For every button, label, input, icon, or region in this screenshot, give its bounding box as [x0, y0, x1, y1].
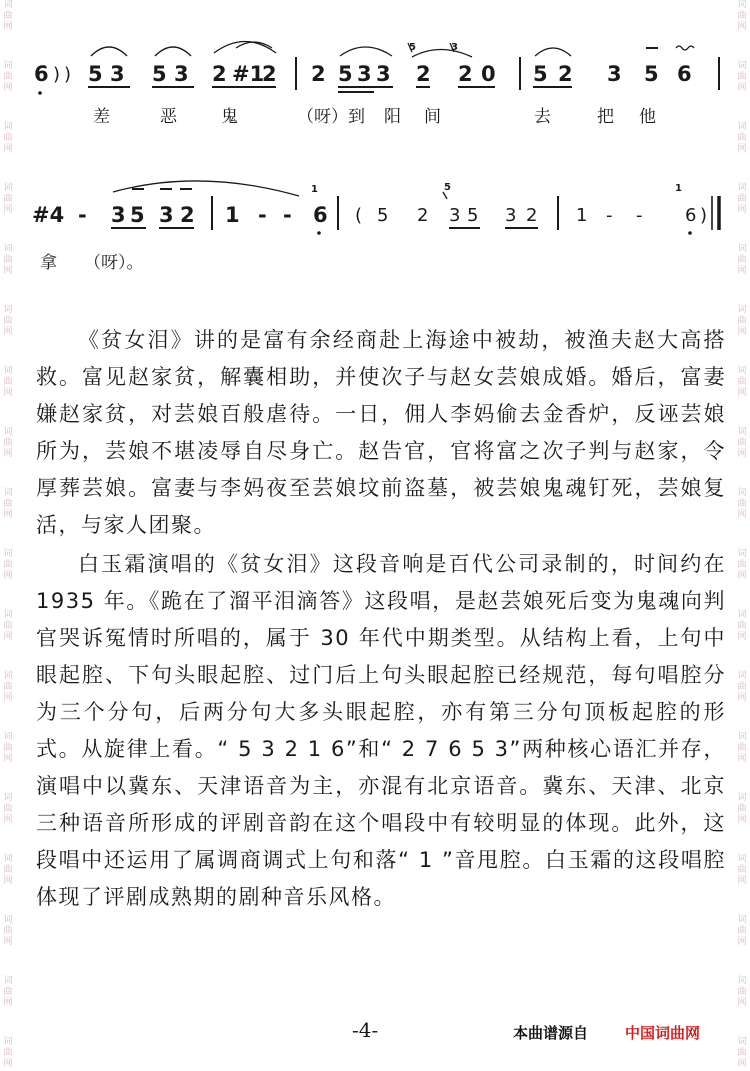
watermark-char: 曲 — [737, 255, 747, 265]
lyric: 鬼 — [221, 107, 238, 127]
watermark-char: 词 — [3, 366, 13, 376]
watermark-char: 网 — [737, 388, 747, 398]
watermark-char: 网 — [737, 510, 747, 520]
watermark-char: 网 — [3, 571, 13, 581]
watermark-char: 网 — [737, 693, 747, 703]
grace-note: 3 — [451, 42, 458, 53]
watermark-char: 词 — [3, 305, 13, 315]
watermark-char: 网 — [737, 937, 747, 947]
watermark-char: 网 — [3, 388, 13, 398]
note: 3 — [110, 62, 125, 86]
watermark-char: 词 — [3, 183, 13, 193]
watermark-char: 词 — [737, 183, 747, 193]
watermark-char: 曲 — [3, 11, 13, 21]
note: 5 — [644, 62, 659, 86]
lyric: （呀）。 — [84, 253, 144, 273]
note: 3 — [505, 205, 517, 226]
watermark-char: 词 — [737, 915, 747, 925]
watermark-char: 词 — [737, 549, 747, 559]
note: 2 — [416, 62, 431, 86]
watermark-char: 词 — [3, 610, 13, 620]
watermark-char: 曲 — [3, 316, 13, 326]
note: 3 — [376, 62, 391, 86]
watermark-char: 词 — [737, 671, 747, 681]
watermark-char: 词 — [737, 61, 747, 71]
watermark-char: 词 — [3, 122, 13, 132]
watermark-char: 网 — [3, 510, 13, 520]
lyric: 间 — [424, 107, 441, 127]
watermark-char: 曲 — [3, 1048, 13, 1058]
note: 6 — [685, 205, 697, 226]
note: 1 — [576, 205, 588, 226]
watermark-char: 网 — [737, 144, 747, 154]
watermark-char: 词 — [3, 976, 13, 986]
octave-dot — [38, 91, 42, 95]
watermark-char: 词 — [3, 793, 13, 803]
note: 5 — [377, 205, 389, 226]
lyric: 拿 — [40, 253, 57, 273]
watermark-char: 曲 — [3, 499, 13, 509]
note: 3 — [159, 203, 174, 227]
watermark-char: 网 — [3, 327, 13, 337]
note: 2 — [262, 62, 277, 86]
watermark-char: 网 — [737, 327, 747, 337]
watermark-char: 网 — [3, 449, 13, 459]
lyric: 差 — [93, 107, 110, 127]
note: 2 — [458, 62, 473, 86]
watermark-char: 词 — [737, 488, 747, 498]
note: 1 — [225, 203, 240, 227]
site-name: 中国词曲网 — [625, 1024, 701, 1042]
dash: - — [283, 203, 292, 227]
watermark-char: 曲 — [3, 72, 13, 82]
dash: - — [78, 203, 87, 227]
watermark-char: 曲 — [3, 377, 13, 387]
watermark-char: 词 — [3, 854, 13, 864]
watermark-char: 词 — [737, 122, 747, 132]
watermark-char: 曲 — [3, 621, 13, 631]
watermark-char: 网 — [3, 205, 13, 215]
trill — [676, 46, 694, 50]
note: 3 — [357, 62, 372, 86]
paren: ) — [700, 205, 708, 226]
grace-stem — [443, 192, 447, 199]
watermark-char: 曲 — [737, 316, 747, 326]
dash: - — [636, 205, 643, 226]
watermark-char: 曲 — [3, 987, 13, 997]
watermark-char: 词 — [3, 244, 13, 254]
watermark-char: 曲 — [737, 438, 747, 448]
watermark-char: 网 — [3, 266, 13, 276]
watermark-char: 曲 — [737, 499, 747, 509]
watermark-char: 词 — [737, 610, 747, 620]
lyric: 他 — [639, 107, 656, 127]
watermark-char: 词 — [3, 0, 13, 10]
watermark-char: 词 — [737, 793, 747, 803]
watermark-char: 曲 — [3, 743, 13, 753]
octave-dot — [317, 231, 321, 235]
watermark-char: 曲 — [737, 621, 747, 631]
paragraph: 白玉霜演唱的《贫女泪》这段音响是百代公司录制的，时间约在 1935 年。《跪在了溜平泪滴答》这段唱，是赵芸娘死后变为鬼魂向判官哭诉冤情时所唱的，属于 30 年代中期类型。从结构上看，上句中眼起腔、下句头眼起腔、过门后上句头眼起腔已经规范，每句唱腔分为三个分句，后两分句大多头眼起腔，亦有第三分句顶板起腔的形式。从旋律上看。“ 5 3 2 1 6”和“ 2 7 6 5 3”两种核心语汇并存，演唱中以冀东、天津语音为主，亦混有北京语音。冀东、天津、北京三种语音所形成的评剧音韵在这个唱段中有较明显的体现。此外，这段唱中还运用了属调商调式上句和落“ 1 ”音甩腔。白玉霜的这段唱腔体现了评剧成熟期的剧种音乐风格。 — [36, 552, 726, 909]
paren: ) — [53, 64, 61, 85]
watermark-char: 曲 — [737, 133, 747, 143]
watermark-char: 曲 — [3, 926, 13, 936]
watermark-char: 词 — [737, 976, 747, 986]
watermark-char: 词 — [737, 305, 747, 315]
grace-note: 1 — [311, 184, 318, 195]
note: 3 — [449, 205, 461, 226]
watermark-char: 网 — [737, 632, 747, 642]
watermark-char: 词 — [3, 915, 13, 925]
note: 6 — [313, 203, 328, 227]
watermark-char: 网 — [737, 571, 747, 581]
watermark-char: 网 — [3, 693, 13, 703]
watermark-char: 曲 — [3, 560, 13, 570]
watermark-char: 词 — [737, 1037, 747, 1047]
watermark-char: 词 — [3, 488, 13, 498]
slur — [155, 47, 191, 56]
note: 2 — [558, 62, 573, 86]
note: 5 — [88, 62, 103, 86]
slur — [412, 50, 472, 58]
note: 2 — [417, 205, 429, 226]
watermark-char: 网 — [737, 22, 747, 32]
dash: - — [258, 203, 267, 227]
page-number: -4- — [352, 1018, 379, 1042]
jianpu-score — [0, 0, 750, 300]
grace-note: 5 — [409, 42, 416, 53]
watermark-char: 词 — [737, 0, 747, 10]
watermark-char: 网 — [3, 83, 13, 93]
watermark-char: 曲 — [737, 1048, 747, 1058]
source-label: 本曲谱源自 — [513, 1024, 589, 1042]
watermark-char: 词 — [3, 1037, 13, 1047]
watermark-char: 曲 — [737, 560, 747, 570]
note: 2 — [212, 62, 227, 86]
watermark-char: 词 — [737, 732, 747, 742]
lyric: 把 — [597, 107, 614, 127]
watermark-char: 网 — [3, 144, 13, 154]
slur — [91, 47, 127, 56]
watermark-char: 网 — [3, 937, 13, 947]
note: 5 — [533, 62, 548, 86]
watermark-char: 曲 — [737, 926, 747, 936]
score-line-1 — [34, 42, 719, 128]
watermark-char: 词 — [737, 854, 747, 864]
watermark-char: 词 — [3, 427, 13, 437]
lyric: 阳 — [384, 107, 401, 127]
watermark-char: 网 — [3, 754, 13, 764]
grace-note: 5 — [444, 182, 451, 193]
note: 3 — [111, 203, 126, 227]
note: 0 — [481, 62, 496, 86]
octave-dot — [688, 231, 692, 235]
watermark-char: 网 — [737, 266, 747, 276]
grace-note: 1 — [675, 183, 682, 194]
watermark-char: 曲 — [737, 377, 747, 387]
slur — [535, 48, 571, 56]
watermark-char: 曲 — [737, 865, 747, 875]
watermark-char: 曲 — [3, 194, 13, 204]
watermark-char: 网 — [737, 449, 747, 459]
watermark-char: 网 — [3, 22, 13, 32]
paren: ( — [355, 205, 363, 226]
lyric: 恶 — [160, 107, 177, 127]
watermark-char: 网 — [3, 815, 13, 825]
watermark-char: 曲 — [737, 987, 747, 997]
watermark-char: 网 — [737, 754, 747, 764]
watermark-char: 曲 — [737, 804, 747, 814]
watermark-char: 曲 — [737, 682, 747, 692]
watermark-char: 网 — [737, 1059, 747, 1069]
watermark-char: 词 — [3, 732, 13, 742]
note: 2 — [311, 62, 326, 86]
note-sharp: #4 — [32, 203, 65, 227]
watermark-char: 词 — [3, 671, 13, 681]
watermark-char: 词 — [737, 244, 747, 254]
note: 2 — [180, 203, 195, 227]
lyric: 去 — [534, 107, 551, 127]
watermark-char: 网 — [737, 205, 747, 215]
watermark-char: 曲 — [3, 682, 13, 692]
note: 3 — [607, 62, 622, 86]
score-line-2 — [32, 181, 719, 273]
lyric: （呀）到 — [297, 107, 365, 127]
note: 5 — [338, 62, 353, 86]
note: 3 — [174, 62, 189, 86]
watermark-char: 曲 — [737, 194, 747, 204]
watermark-char: 网 — [737, 998, 747, 1008]
watermark-char: 网 — [3, 1059, 13, 1069]
watermark-char: 网 — [3, 632, 13, 642]
article-body — [36, 322, 726, 916]
watermark-char: 曲 — [3, 804, 13, 814]
dash: - — [606, 205, 613, 226]
watermark-char: 曲 — [737, 11, 747, 21]
watermark-char: 词 — [737, 366, 747, 376]
watermark-char: 网 — [737, 815, 747, 825]
paren-close: ) — [64, 64, 72, 85]
watermark-char: 曲 — [3, 865, 13, 875]
watermark-char: 曲 — [3, 255, 13, 265]
note-sharp: #1 — [232, 62, 265, 86]
note: 6 — [677, 62, 692, 86]
watermark-char: 网 — [737, 83, 747, 93]
watermark-char: 曲 — [3, 133, 13, 143]
note: 5 — [467, 205, 479, 226]
watermark-char: 网 — [737, 876, 747, 886]
watermark-char: 词 — [3, 61, 13, 71]
watermark-char: 曲 — [737, 743, 747, 753]
slur — [340, 47, 392, 56]
note: 2 — [526, 205, 538, 226]
watermark-char: 曲 — [737, 72, 747, 82]
paragraph: 《贫女泪》讲的是富有余经商赴上海途中被劫，被渔夫赵大高搭救。富见赵家贫，解囊相助，并使次子与赵女芸娘成婚。婚后，富妻嫌赵家贫，对芸娘百般虐待。一日，佣人李妈偷去金香炉，反诬芸娘所为，芸娘不堪凌辱自尽身亡。赵告官，官将富之次子判与赵家，令厚葬芸娘。富妻与李妈夜至芸娘坟前盗墓，被芸娘鬼魂钉死，芸娘复活，与家人团聚。 — [36, 328, 726, 537]
note: 5 — [152, 62, 167, 86]
watermark-char: 曲 — [3, 438, 13, 448]
note: 5 — [130, 203, 145, 227]
watermark-char: 网 — [3, 876, 13, 886]
watermark-char: 词 — [737, 427, 747, 437]
watermark-char: 网 — [3, 998, 13, 1008]
watermark-char: 词 — [3, 549, 13, 559]
note: 6 — [34, 62, 49, 86]
